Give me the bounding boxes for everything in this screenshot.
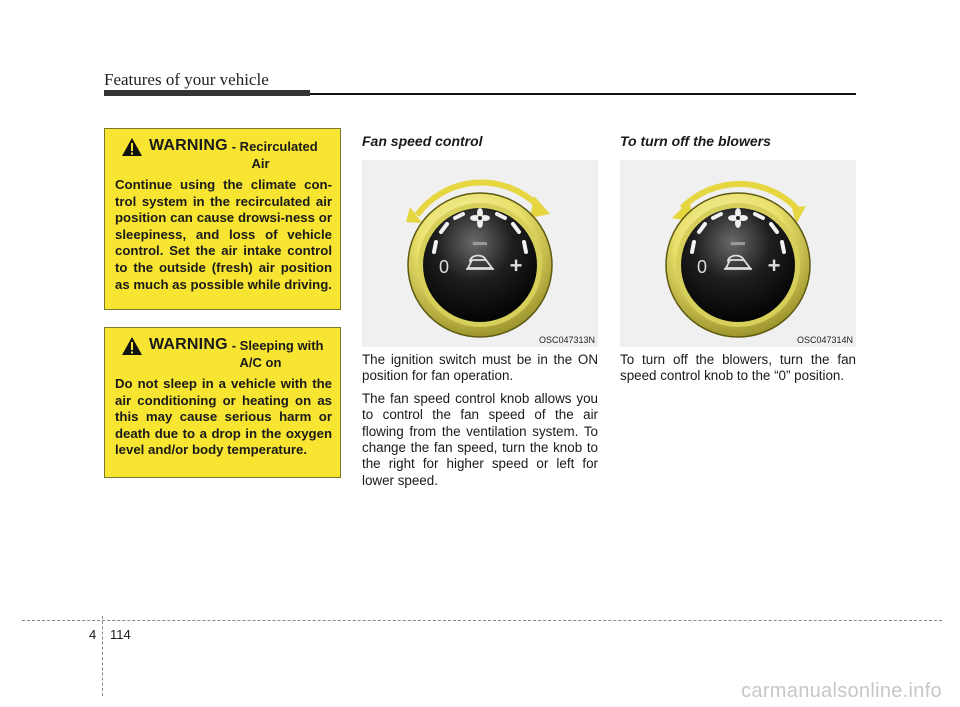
- knob-plus-label: +: [767, 253, 781, 278]
- warning-label: WARNING: [149, 137, 228, 154]
- warning-subject-continued: Air: [251, 156, 270, 171]
- chapter-number: 4: [89, 627, 97, 642]
- page-number: 114: [110, 627, 131, 642]
- page-header-title: Features of your vehicle: [104, 70, 269, 89]
- warning-subject: - Recirculated: [231, 139, 318, 154]
- warning-box-recirculated-air: [104, 128, 341, 310]
- warning-triangle-icon: [121, 336, 143, 356]
- paragraph: The fan speed control knob allows you to control the fan speed of the air flowing from the ventilation system. To change the fan speed, turn the knob to the right for higher speed or left for lower speed.: [362, 390, 598, 488]
- section-heading-turn-off: To turn off the blowers: [620, 133, 771, 149]
- turn-off-body: [620, 352, 856, 391]
- warning-body: Do not sleep in a vehicle with the air conditioning or heating on as this may cause serious harm or death due to a drop in the oxygen level and/or body temperature.: [115, 376, 332, 458]
- warning-triangle-icon: [121, 137, 143, 157]
- footer-rule: [22, 620, 942, 621]
- fan-speed-body: [362, 352, 598, 495]
- header-rule-accent: [104, 90, 310, 96]
- knob-plus-label: +: [509, 253, 523, 278]
- paragraph: To turn off the blowers, turn the fan speed control knob to the “0” position.: [620, 352, 856, 384]
- figure-code: OSC047313N: [538, 335, 595, 345]
- knob-zero-label: 0: [696, 257, 708, 277]
- fan-knob-illustration: [620, 160, 856, 347]
- figure-fan-speed-knob: [362, 160, 598, 347]
- warning-heading: [121, 336, 332, 356]
- warning-subject: - Sleeping with: [231, 338, 324, 353]
- warning-heading: [121, 137, 332, 157]
- warning-body: Continue using the climate con-trol system in the recirculated air position can cause drowsi-ness or sleepiness, and loss of vehicle control. Set the air intake control to the outside (fresh) air position as much as possible while driving.: [115, 177, 332, 292]
- figure-code: OSC047314N: [796, 335, 853, 345]
- watermark: carmanualsonline.info: [741, 680, 942, 702]
- footer-divider: [102, 616, 103, 696]
- warning-label: WARNING: [149, 336, 228, 353]
- fan-knob-illustration: [362, 160, 598, 347]
- knob-zero-label: 0: [438, 257, 450, 277]
- knob-minus-label: −: [471, 228, 489, 259]
- knob-minus-label: −: [729, 228, 747, 259]
- section-heading-fan-speed: Fan speed control: [362, 133, 483, 149]
- warning-box-sleeping-ac: [104, 327, 341, 478]
- warning-subject-continued: A/C on: [239, 355, 282, 370]
- paragraph: The ignition switch must be in the ON position for fan operation.: [362, 352, 598, 384]
- figure-turn-off-knob: [620, 160, 856, 347]
